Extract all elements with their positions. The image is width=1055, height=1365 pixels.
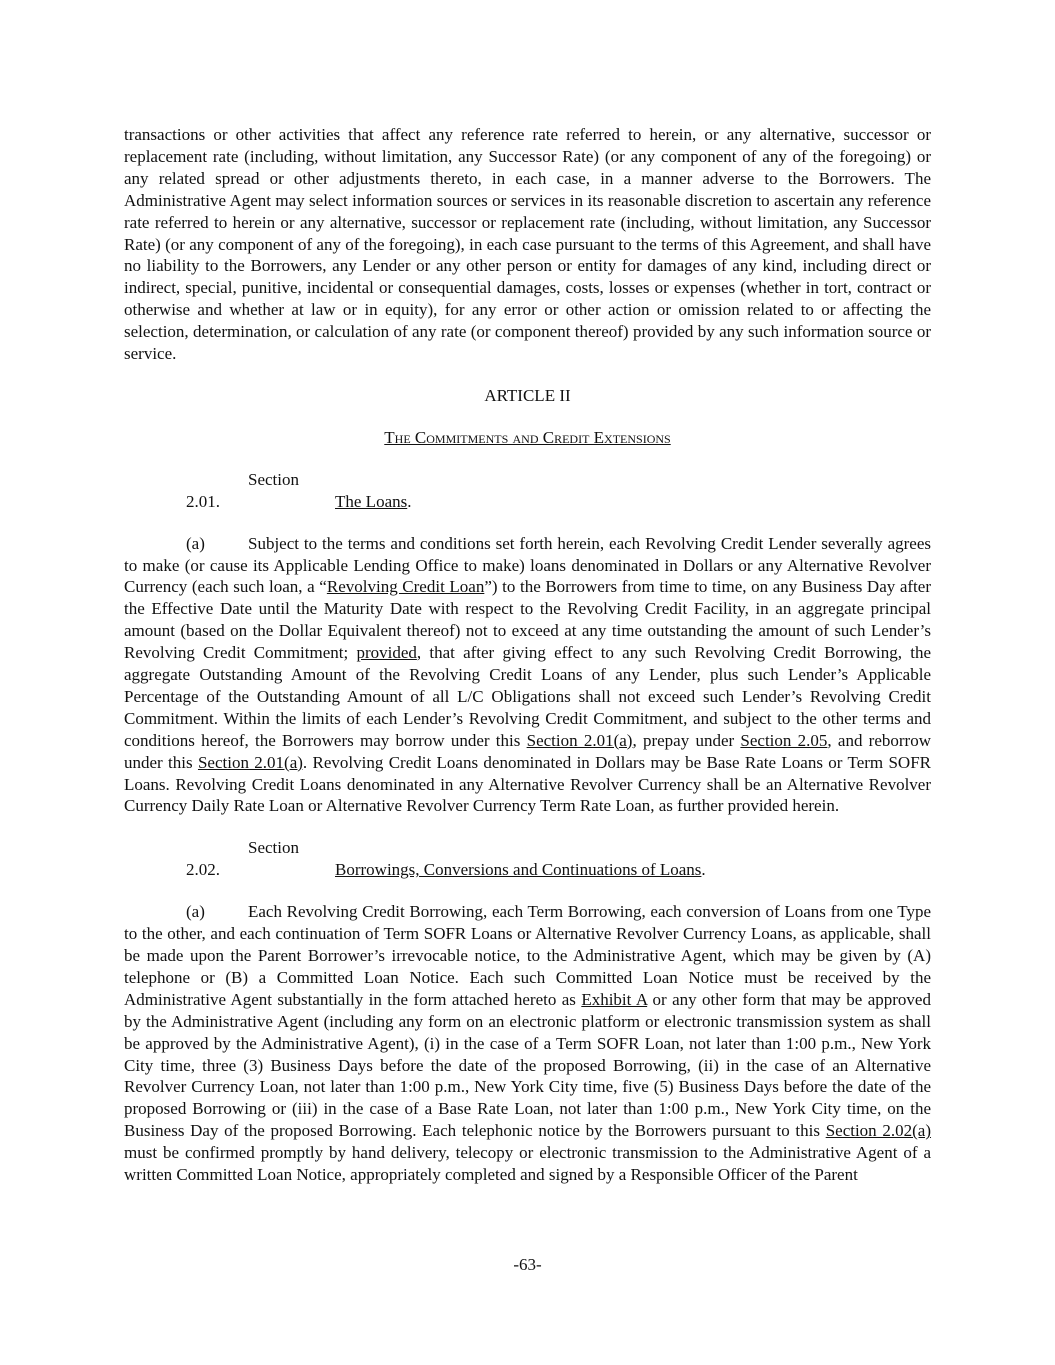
defined-term: Revolving Credit Loan [326,577,485,597]
section-2-01-paragraph-a: (a) Subject to the terms and conditions set forth herein, each Revolving Credit Lender severally agrees to make (or cause its Applicable Lending Office to make) loans denominated in Dollars or any Alternative Revolver Currency (each such loan, a “Revolving Credit Loan”) to the Borrowers from time to time, on any Business Day after the Effective Date until the Maturity Date with respect to the Revolving Credit Facility, in an aggregate principal amount (based on the Dollar Equivalent thereof) not to exceed at any time outstanding the amount of such Lender’s Revolving Credit Commitment; provided, that after giving effect to any such Revolving Credit Borrowing, the aggregate Outstanding Amount of the Revolving Credit Loans of any Lender, plus such Lender’s Applicable Percentage of the Outstanding Amount of all L/C Obligations shall not exceed such Lender’s Revolving Credit Commitment. Within the limits of each Lender’s Revolving Credit Commitment, and subject to the other terms and conditions hereof, the Borrowers may borrow under this Section 2.01(a), prepay under Section 2.05, and reborrow under this Section 2.01(a). Revolving Credit Loans denominated in Dollars may be Base Rate Loans or Term SOFR Loans. Revolving Credit Loans denominated in any Alternative Revolver Currency shall be an Alternative Revolver Currency Daily Rate Loan or Alternative Revolver Currency Term Rate Loan, as further provided herein. [124,533,931,816]
article-title-text: The Commitments and Credit Extensions [384,427,671,447]
provided-term: provided [356,643,417,663]
section-2-02-paragraph-a: (a) Each Revolving Credit Borrowing, each Term Borrowing, each conversion of Loans from one Type to the other, and each continuation of Term SOFR Loans or Alternative Revolver Currency Loans, as applicable, shall be made upon the Parent Borrower’s irrevocable notice, to the Administrative Agent, which may be given by (A) telephone or (B) a Committed Loan Notice. Each such Committed Loan Notice must be received by the Administrative Agent substantially in the form attached hereto as Exhibit A or any other form that may be approved by the Administrative Agent (including any form on an electronic platform or electronic transmission system as shall be approved by the Administrative Agent), (i) in the case of a Term SOFR Loan, not later than 1:00 p.m., New York City time, three (3) Business Days before the date of the proposed Borrowing, (ii) in the case of an Alternative Revolver Currency Loan, not later than 1:00 p.m., New York City time, five (5) Business Days before the date of the proposed Borrowing or (iii) in the case of a Base Rate Loan, not later than 1:00 p.m., New York City time, on the Business Day of the proposed Borrowing. Each telephonic notice by the Borrowers pursuant to this Section 2.02(a) must be confirmed promptly by hand delivery, telecopy or electronic transmission to the Administrative Agent of a written Committed Loan Notice, appropriately completed and signed by a Responsible Officer of the Parent [124,902,932,1185]
section-2-01-heading: Section 2.01. The Loans. [186,469,412,511]
section-title: The Loans [335,491,408,511]
section-title: Borrowings, Conversions and Continuations of Loans [335,860,702,880]
section-number: Section 2.01. [186,469,299,511]
cross-reference: Exhibit A [581,989,648,1009]
document-page [124,124,931,1186]
cross-reference: Section 2.05 [740,730,828,750]
cross-reference: Section 2.01(a) [197,752,303,772]
paragraph-label: (a) [186,533,205,553]
section-2-02-heading: Section 2.02. Borrowings, Conversions and Continuations of Loans. [186,838,706,880]
cross-reference: Section 2.02(a) [825,1121,932,1141]
section-number: Section 2.02. [186,838,299,880]
paragraph-label: (a) [186,902,205,922]
article-title [124,427,931,449]
article-number: ARTICLE II [484,385,571,405]
page-number: -63- [513,1255,542,1274]
paragraph-intro: transactions or other activities that affect any reference rate referred to herein, or any alternative, successor or replacement rate (including, without limitation, any Successor Rate) (or any component of any of the foregoing) or any related spread or other adjustments thereto, in each case, in a manner adverse to the Borrowers. The Administrative Agent may select information sources or services in its reasonable discretion to ascertain any reference rate referred to herein or any alternative, successor or replacement rate (including, without limitation, any Successor Rate) (or any component of any of the foregoing), in each case pursuant to the terms of this Agreement, and shall have no liability to the Borrowers, any Lender or any other person or entity for damages of any kind, including direct or indirect, special, punitive, incidental or consequential damages, costs, losses or expenses (whether in tort, contract or otherwise and whether at law or in equity), for any error or other action or omission related to or affecting the selection, determination, or calculation of any rate (or component thereof) provided by any such information source or service. [124,125,931,364]
cross-reference: Section 2.01(a) [526,730,633,750]
